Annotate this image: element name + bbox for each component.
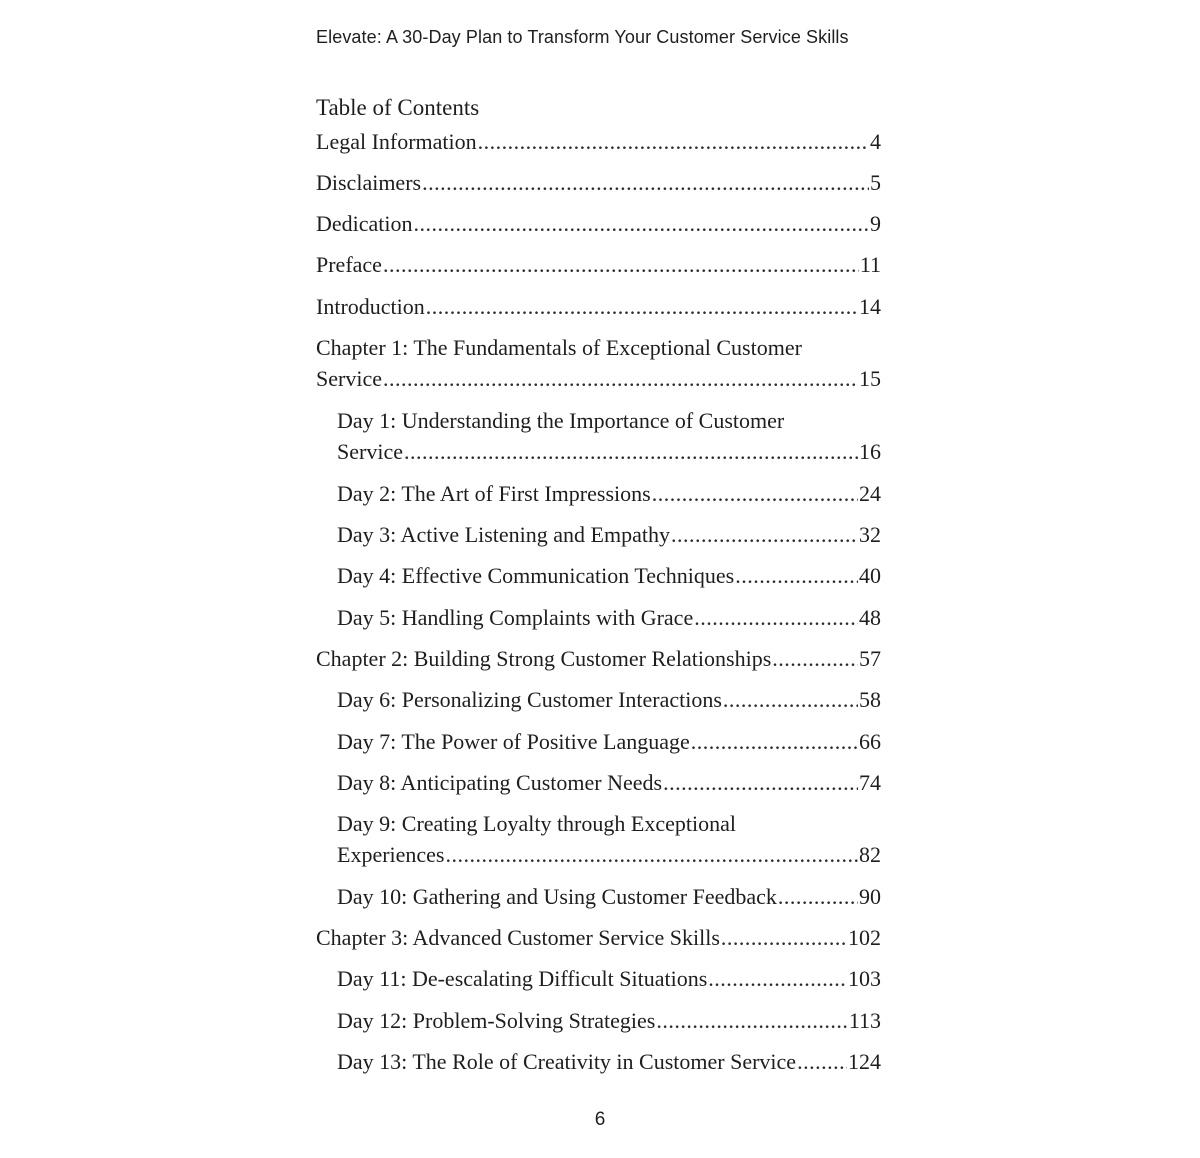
toc-entry-title: Day 5: Handling Complaints with Grace: [337, 605, 694, 630]
toc-entry-title: Chapter 3: Advanced Customer Service Skills: [316, 925, 720, 950]
toc-entry-line: [337, 602, 881, 633]
toc-entry-chapter[interactable]: [316, 167, 881, 198]
toc-entry-title: Introduction: [316, 294, 425, 319]
toc-page-number: 66: [859, 729, 881, 754]
toc-entry-day[interactable]: [337, 726, 881, 757]
toc-page-number: 16: [859, 439, 881, 464]
toc-page-number: 5: [870, 170, 881, 195]
toc-entry-line: [316, 208, 881, 239]
toc-entry-title: Day 2: The Art of First Impressions: [337, 481, 651, 506]
toc-entry-title: Chapter 2: Building Strong Customer Relationships: [316, 646, 772, 671]
dot-leader: [772, 643, 858, 674]
toc-page-number: 103: [848, 966, 881, 991]
toc-entry-title: Day 7: The Power of Positive Language: [337, 729, 690, 754]
toc-entry-day[interactable]: [337, 881, 881, 912]
dot-leader: [426, 291, 858, 322]
toc-entry-title: Preface: [316, 252, 382, 277]
toc-entry-line: [337, 436, 881, 467]
toc-entry-line: [316, 167, 881, 198]
toc-entry-line: [337, 405, 881, 436]
toc-entry-day[interactable]: [337, 478, 881, 509]
dot-leader: [383, 249, 859, 280]
toc-entry-day[interactable]: [337, 963, 881, 994]
toc-entry-chapter[interactable]: [316, 126, 881, 157]
toc-entry-title: Day 6: Personalizing Customer Interactions: [337, 687, 722, 712]
toc-entry-title: Day 4: Effective Communication Techniques: [337, 563, 735, 588]
toc-entry-title: Day 10: Gathering and Using Customer Feedback: [337, 884, 777, 909]
toc-page-number: 124: [848, 1049, 881, 1074]
toc-entry-chapter[interactable]: [316, 643, 881, 674]
toc-entry-line: [316, 363, 881, 394]
toc-page-number: 82: [859, 842, 881, 867]
toc-entry-day[interactable]: [337, 1046, 881, 1077]
toc-page-number: 113: [848, 1008, 881, 1033]
toc-entry-line: [337, 963, 881, 994]
toc-entry-line: [337, 560, 881, 591]
toc-entry-line: [337, 808, 881, 839]
toc-entry-line: [337, 767, 881, 798]
toc-entry-title: Chapter 1: The Fundamentals of Exceptional Customer: [316, 335, 802, 360]
toc-entry-line: [316, 291, 881, 322]
dot-leader: [708, 963, 847, 994]
dot-leader: [422, 167, 869, 198]
dot-leader: [652, 478, 858, 509]
toc-page-number: 32: [859, 522, 881, 547]
toc-entry-title: Day 1: Understanding the Importance of Customer: [337, 408, 785, 433]
toc-entry-line: [337, 1005, 881, 1036]
toc-entry-title: Day 12: Problem-Solving Strategies: [337, 1008, 656, 1033]
page-number: 6: [594, 1109, 606, 1130]
dot-leader: [671, 519, 858, 550]
toc-title: Table of Contents: [316, 95, 480, 120]
toc-entry-chapter[interactable]: [316, 249, 881, 280]
toc-entry-chapter[interactable]: [316, 291, 881, 322]
dot-leader: [414, 208, 869, 239]
dot-leader: [723, 684, 858, 715]
dot-leader: [797, 1046, 847, 1077]
toc-entry-chapter[interactable]: [316, 332, 881, 394]
toc-page-number: 4: [870, 129, 881, 154]
running-header: Elevate: A 30-Day Plan to Transform Your Customer Service Skills: [316, 27, 849, 47]
toc-page-number: 57: [859, 646, 881, 671]
toc-page-number: 9: [870, 211, 881, 236]
toc-entry-title: Day 9: Creating Loyalty through Exceptional: [337, 811, 736, 836]
toc-entry-line: [316, 643, 881, 674]
toc-entry-line: [337, 881, 881, 912]
toc-entry-line: [316, 249, 881, 280]
toc-page-number: 58: [859, 687, 881, 712]
toc-entry-line: [316, 126, 881, 157]
toc-entry-line: [337, 839, 881, 870]
toc-entry-title: Disclaimers: [316, 170, 422, 195]
dot-leader: [694, 602, 858, 633]
toc-page-number: 11: [859, 252, 881, 277]
dot-leader: [383, 363, 858, 394]
toc-entry-line: [337, 726, 881, 757]
dot-leader: [663, 767, 858, 798]
toc-entry-day[interactable]: [337, 808, 881, 870]
toc-page-number: 40: [859, 563, 881, 588]
toc-page-number: 48: [859, 605, 881, 630]
toc-entry-line: [337, 519, 881, 550]
toc-entry-title: Legal Information: [316, 129, 477, 154]
toc-entry-day[interactable]: [337, 405, 881, 467]
toc-entry-day[interactable]: [337, 1005, 881, 1036]
toc-entry-day[interactable]: [337, 767, 881, 798]
toc-entry-line: [316, 922, 881, 953]
toc-entry-title: Day 3: Active Listening and Empathy: [337, 522, 670, 547]
dot-leader: [735, 560, 858, 591]
toc-entry-title: Experiences: [337, 842, 445, 867]
dot-leader: [656, 1005, 847, 1036]
toc-entry-day[interactable]: [337, 519, 881, 550]
dot-leader: [404, 436, 858, 467]
toc-entry-title: Dedication: [316, 211, 413, 236]
toc-page-number: 15: [859, 366, 881, 391]
toc-page-number: 14: [859, 294, 881, 319]
dot-leader: [446, 839, 859, 870]
toc-entry-day[interactable]: [337, 602, 881, 633]
toc-entry-title: Day 11: De-escalating Difficult Situations: [337, 966, 708, 991]
toc-page-number: 102: [848, 925, 881, 950]
dot-leader: [778, 881, 858, 912]
toc-entry-line: [337, 684, 881, 715]
toc-entry-title: Service: [316, 366, 382, 391]
dot-leader: [478, 126, 869, 157]
toc-entry-day[interactable]: [337, 684, 881, 715]
dot-leader: [691, 726, 858, 757]
toc-entry-line: [316, 332, 881, 363]
toc-entry-line: [337, 478, 881, 509]
toc-entry-title: Day 13: The Role of Creativity in Customer Service: [337, 1049, 797, 1074]
toc-entry-line: [337, 1046, 881, 1077]
toc-page-number: 90: [859, 884, 881, 909]
toc-entry-chapter[interactable]: [316, 208, 881, 239]
toc-page-number: 24: [859, 481, 881, 506]
toc-entry-title: Service: [337, 439, 403, 464]
dot-leader: [721, 922, 847, 953]
toc-entry-title: Day 8: Anticipating Customer Needs: [337, 770, 663, 795]
toc-entry-chapter[interactable]: [316, 922, 881, 953]
toc-page-number: 74: [859, 770, 881, 795]
toc-entry-day[interactable]: [337, 560, 881, 591]
